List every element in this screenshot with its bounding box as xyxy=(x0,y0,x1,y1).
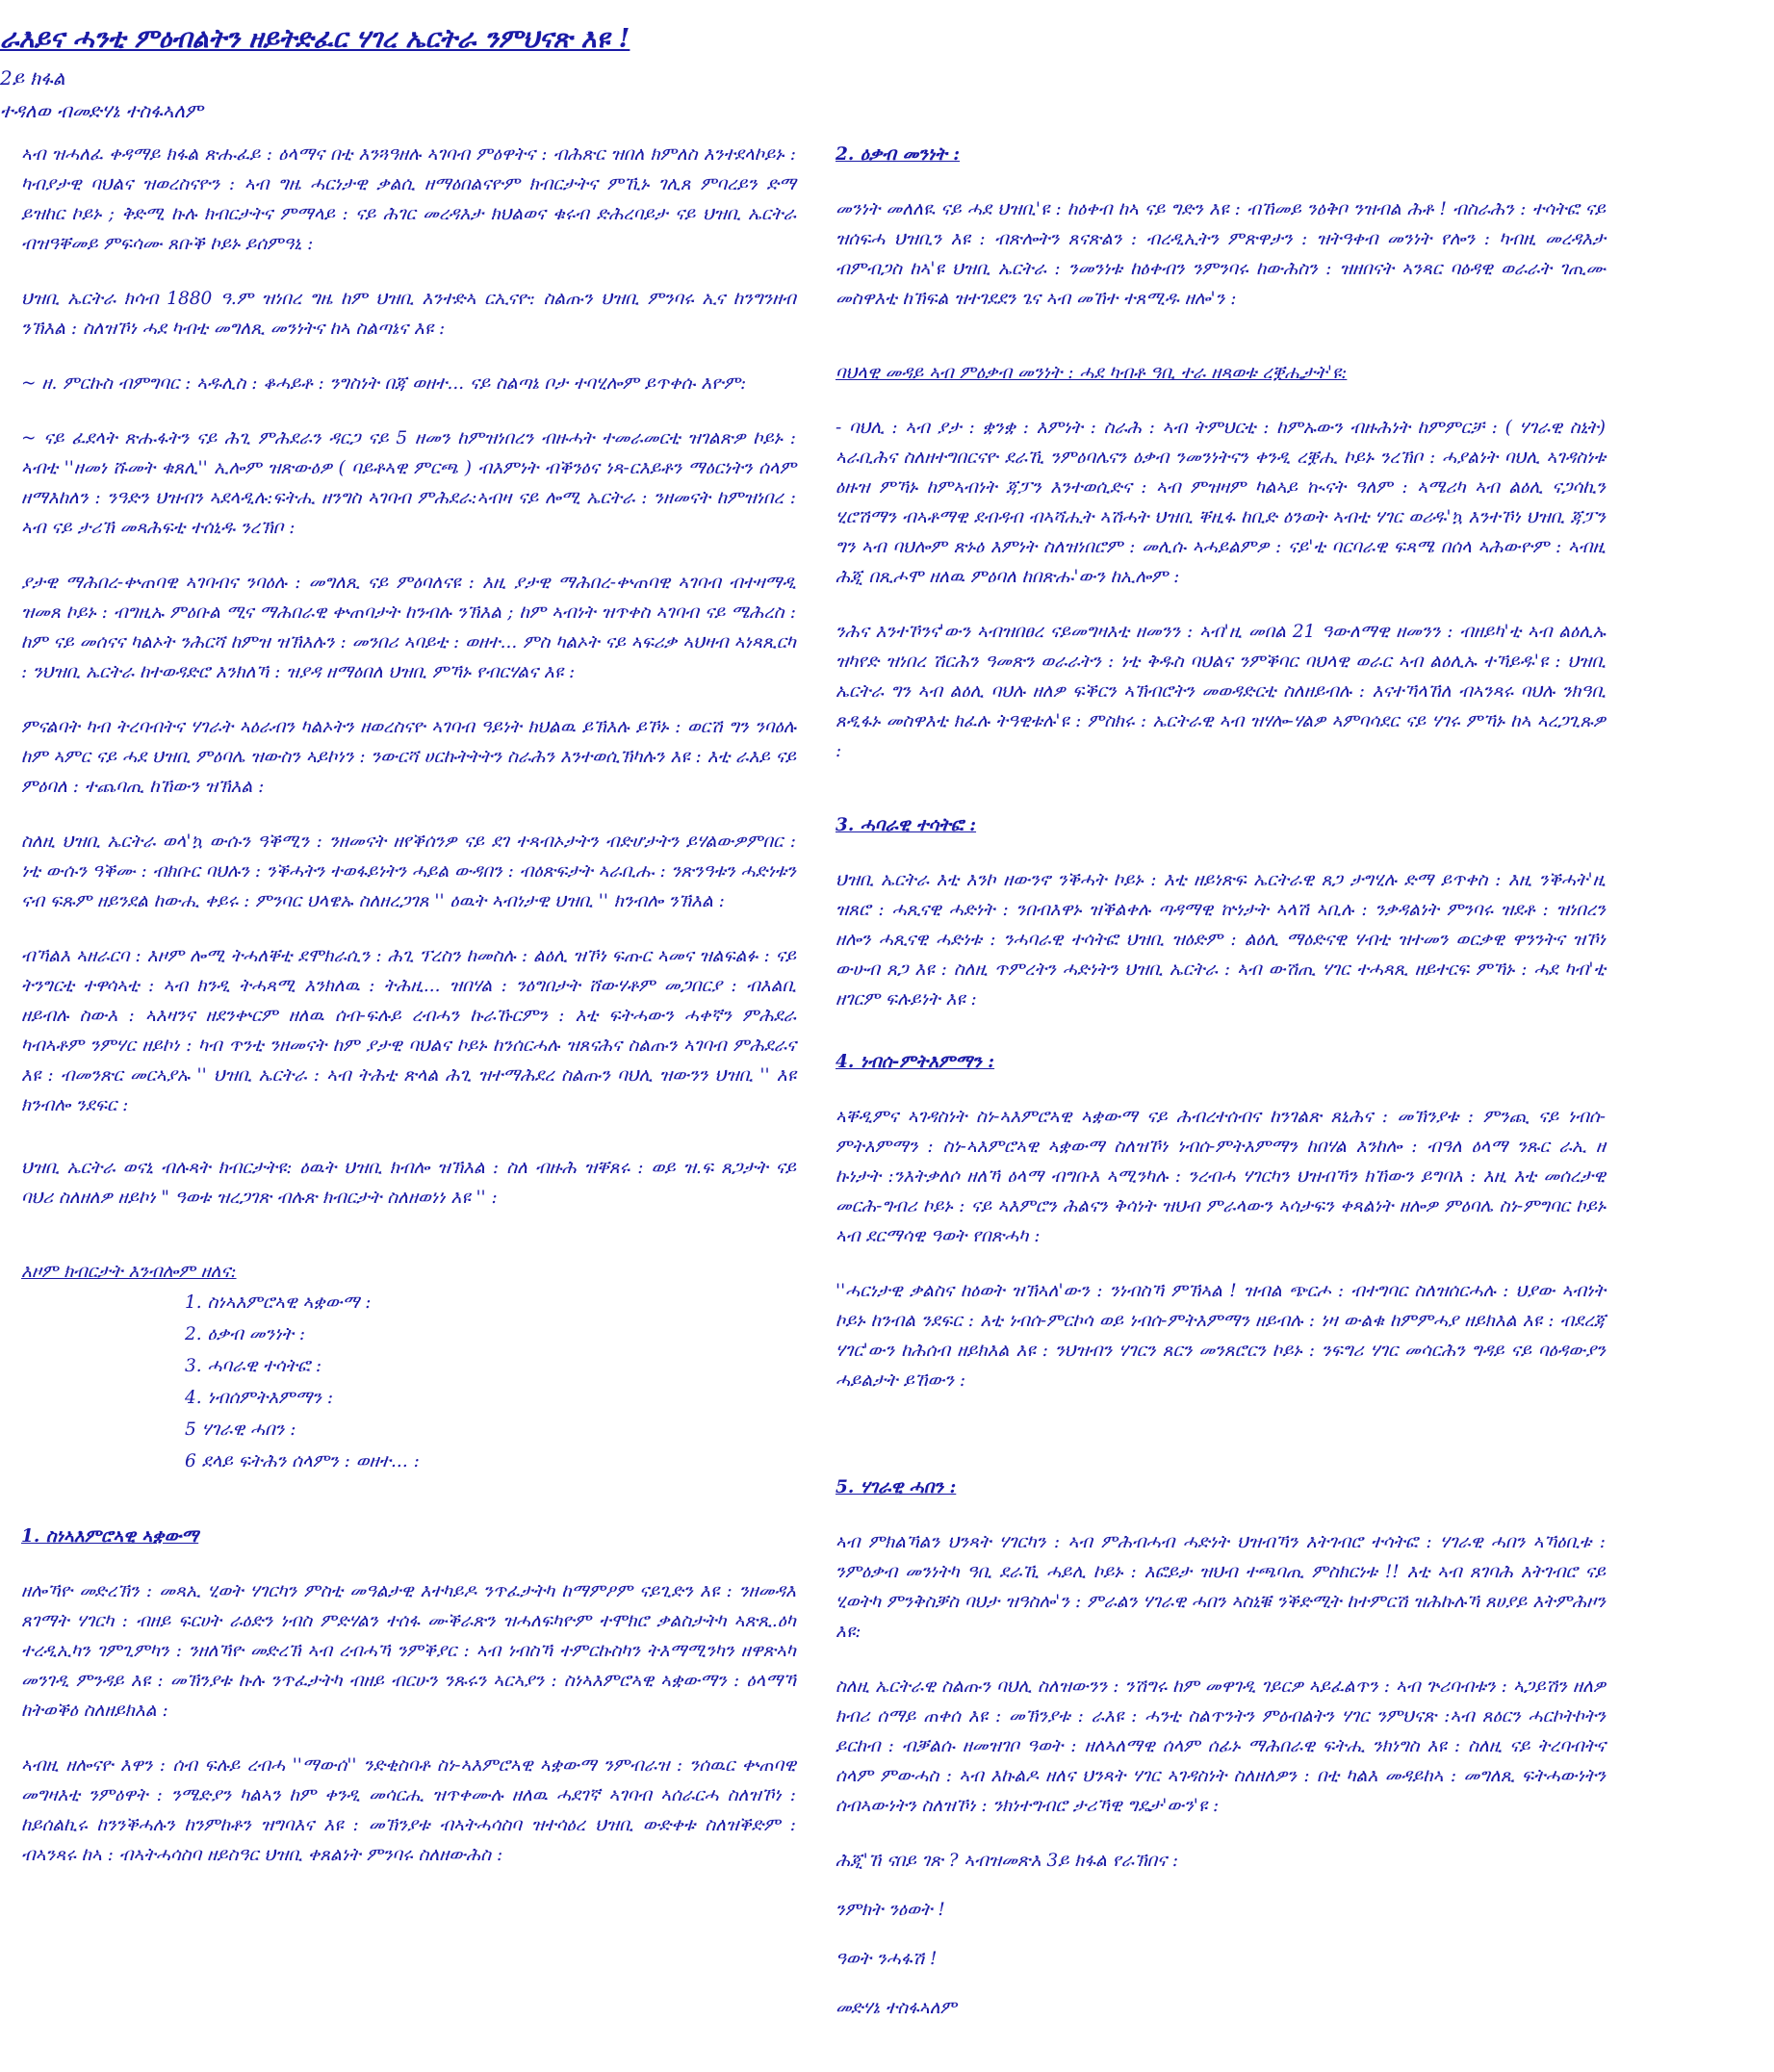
list-item: 5 ሃገራዊ ሓበን : xyxy=(185,1420,296,1440)
article-title: ራእይና ሓንቲ ምዕብልትን ዘይትድፈር ሃገረ ኤርትራ ንምህናጽ እዩ ! xyxy=(0,24,630,54)
paragraph: ስለዚ ኤርትራዊ ስልጡን ባህሊ ስለዝውንን : ንሽግሩ ከም መዋገዲ ገይርዎ ኣይፈልጥን : ኣብ ጕሪባብቱን : ኣጋይሽን ዘለዎ ክብሪ ሰማይ ጠቀሰ እዩ : መኽንያቱ : ራእዩ : ሓንቲ ስልጥንትን ምዕብልትን ሃገር ንምህናጽ :ኣብ ጸዕርን ሓርኮትኮትን ይርከብ : ብቓልሱ ዘመዝገቦ ዓወት : ዘለኣለማዊ ሰላም ሰፊኑ ማሕበራዊ ፍትሒ ንክነግስ እዩ : ስለዚ ናይ ትረባብትና ሰላም ምውሓስ : ኣብ እኩልዶ ዘለና ህንጻት ሃገር ኣገዳስነት ስለዘለዎን : በቲ ካልእ መዳይከኣ : መግለጺ ፍትሓውነትን ሰብኣውነትን ስለዝኾነ : ንክነተግብሮ ታሪኻዊ ግዴታ'ውን'ዩ : xyxy=(836,1676,1606,1816)
paragraph: ስለዚ ህዝቢ ኤርትራ ወላ'ኳ ውሱን ዓቕሚን : ንዘመናት ዘየቕሰንዎ ናይ ደገ ተጻብኦታትን ብድሆታትን ይሃልውዎምበር : ነቲ ውሱን ዓቕሙ : ብክቡር ባህሉን : ንቕሓትን ተወፋይነትን ሓይል ውዳበን : ብዕጽፍታት ኣራቢሑ : ንጽንዓቱን ሓድነቱን ናብ ፍጹም ዘይንደል ከውሒ ቀይሩ : ምንባር ህላዌኡ ስለዘረጋገጸ '' ዕዉት ኣብነታዊ ህዝቢ '' ክንብሎ ንኽእል : xyxy=(21,831,796,911)
paragraph: ያታዊ ማሕበረ-ቍጠባዊ ኣገባብና ንባዕሉ : መግለጺ ናይ ምዕባለናዩ : እዚ ያታዊ ማሕበረ-ቍጠባዊ ኣገባብ ብተዛማዲ ዝመጸ ኮይኑ : ብግዚኡ ምዕቡል ሚና ማሕበራዊ ቍጠባታት ከንብሉ ንኽእል ; ከም ኣብነት ዝጥቀስ ኣገባብ ናይ ሜሕረስ : ከም ናይ መሰናና ካልኦት ንሕርሻ ከምዝ ዝኽእሉን : መንበሪ ኣባይቲ : ወዘተ... ምስ ካልኦት ናይ ኣፍሪቃ ኣህዛብ ኣነጻጺርካ : ንህዝቢ ኤርትራ ከተወዳድሮ እንክለኻ : ዝያዳ ዘማዕበለ ህዝቢ ምኻኑ የብርሃልና እዩ : xyxy=(21,573,796,682)
values-list xyxy=(21,1287,796,1477)
right-column xyxy=(836,140,1606,2023)
list-item: 3. ሓባራዊ ተሳትፎ : xyxy=(185,1356,322,1376)
paragraph: ህዝቢ ኤርትራ ወናኒ ብሉጻት ክብርታትዩ: ዕዉት ህዝቢ ክብሎ ዝኽእል : ስለ ብዙሕ ዝቐጸሩ : ወይ ዝ.ፍ ጸጋታት ናይ ባህሪ ስለዘለዎ ዘይኮነ " ዓወቱ ዝረጋገጽ ብሉጽ ክብርታት ስለዘወነነ እዩ '' : xyxy=(21,1158,796,1208)
signature: መድሃኔ ተስፋኣለም xyxy=(836,1998,957,2018)
paragraph: ''ሓርነታዊ ቃልስና ከዕወት ዝኽኣለ'ውን : ንነብስኻ ምኽኣል ! ዝብል ጭርሖ : ብተግባር ስለዝሰርሓሉ : ህያው ኣብነት ኮይኑ ከንብል ንደፍር : እቲ ነብሰ-ምርኮሳ ወይ ነብሰ-ምትእምማን ዘይብሉ : ነዛ ውልቁ ከምምሓያ ዘይክእል እዩ : ብደረጃ ሃገር'ውን ከሕሰብ ዘይክእል እዩ : ንህዝብን ሃገርን ጸርን መንጸሮርን ኮይኑ : ንፍግሪ ሃገር መሳርሕን ግዳይ ናይ ባዕዳውያን ሓይልታት ይኸውን : xyxy=(836,1281,1606,1391)
article-header xyxy=(0,21,1774,125)
list-item: 6 ደላይ ፍትሕን ሰላምን : ወዘተ... : xyxy=(185,1451,420,1471)
list-item: 1. ስነኣእምሮኣዊ ኣቋውማ : xyxy=(185,1292,372,1313)
paragraph: ኣብዚ ዘሎናዮ እዋን : ሰብ ፍሉይ ረብሓ ''ማውሰ'' ንድቂስባቶ ስነ-ኣእምሮኣዊ ኣቋውማ ንምብራዝ : ንሰዉር ቍጠባዊ መግዛእቲ ንምዕዋት : ንሜድያን ካልኣን ከም ቀንዲ መሳርሒ ዝጥቀሙሉ ዘለዉ ሓደገኛ ኣገባብ ኣሰራርሓ ስለዝኾነ : ከይሰልኪሩ ከንንቕሓሉን ከንምከቶን ዝግባእና እዩ : መኽንያቱ ብኣትሓሳስባ ዝተሳዕረ ህዝቢ ውድቀቱ ስለዝቕድም : ብኣንጻሩ ከኣ : ብኣትሓሳስባ ዘይስዓር ህዝቢ ቀጸልነት ምንባሩ ስለዘውሕስ : xyxy=(21,1755,796,1865)
closing-question: ሕጂ'ኸ ናበይ ገጽ ? ኣብዝመጽእ 3ይ ክፋል የራኽበና : xyxy=(836,1851,1179,1871)
paragraph: ኣብ ዝሓለፈ ቀዳማይ ክፋል ጽሑፈይ : ዕላማና በቲ እንጓዓዘሉ ኣገባብ ምዕዋትና : ብሕጽር ዝበለ ክምለስ እንተደላኮይኑ : ካብያታዊ ባህልና ዝወረስናዮን : ኣብ ግዜ ሓርነታዊ ቃልሲ ዘማዕበልናዮም ክብርታትና ምኺኑ ገሊጸ ምባረይን ድማ ይዝከር ኮይኑ ; ቅድሚ ኩሉ ክብርታትና ምማላይ : ናይ ሕገር መረዳእታ ክህልወና ቁሩብ ድሕረባይታ ናይ ህዝቢ ኤርትራ ብዝዓቐመይ ምፍሳሙ ጸቡቕ ኮይኑ ይሰምዓኒ : xyxy=(21,144,796,254)
paragraph: ንሕና እንተኾንና'ውን ኣብዝበፀረ ናይመግዛእቲ ዘመንን : ኣብ'ዚ መበል 21 ዓውለማዊ ዘመንን : ብዘይካ'ቲ ኣብ ልዕሊኡ ዝካየድ ዝነበረ ሽርሕን ዓመጽን ወራራትን : ነቲ ቅዱስ ባህልና ንምቕባር ባህላዊ ወራር ኣብ ልዕሊኡ ተኻይዱ'ዩ : ህዝቢ ኤርትራ ግን ኣብ ልዕሊ ባህሉ ዘለዎ ፍቕርን ኣኽብሮትን መወዳድርቲ ስለዘይብሉ : እናተኻላኸለ ብኣንጻሩ ባህሉ ንክዓቢ ጸዲፋኑ መስዋእቲ ክፈሉ ትዓዊቱሉ'ዩ : ምስክሩ : ኤርትራዊ ኣብ ዝሃሎ-ሃልዎ ኣምባሳደር ናይ ሃገሩ ምኻኑ ከኣ ኣረጋጊጹዎ : xyxy=(836,622,1606,761)
author-line: ተዳለወ ብመድሃኔ ተስፋኣለም xyxy=(0,99,203,122)
paragraph: - ባህሊ : ኣብ ያታ : ቋንቋ : እምነት : ስራሕ : ኣብ ትምህርቲ : ከምኡውን ብዙሕነት ከምምርቻ : ( ሃገራዊ ስኒት) ኣራቢሕና ስለዘተግበርናዮ ደራኺ ንምዕባሌናን ዕቃብ ንመንነትናን ቀንዲ ረቛሒ ኮይኑ ንረኽቦ : ሓያልነት ባህሊ ኣገዳስነቱ ዕዙዝ ምኻኑ ከምኣብነት ጃፓን እንተወሲድና : ኣብ ምዝዛም ካልኣይ ኲናት ዓለም : ኣሜሪካ ኣብ ልዕሊ ናጋሳኪን ሂሮሽማን ብኣቶማዊ ደብዳብ ብኣሻሒት ኣሽሓት ህዝቢ ቐዚፋ ከቢድ ዕንወት ኣብቲ ሃገር ወሪዱ'ኳ እንተኾነ ህዝቢ ጃፓን ግን ኣብ ባህሎም ጽኑዕ እምነት ስለዝነበሮም : መሊሱ ኣሓይልምዎ : ናይ'ቲ ባርባራዊ ፍጻሜ በሰላ ኣሕውዮም : ኣብዚ ሕጂ በጺሖሞ ዘለዉ ምዕባለ ከበጽሑ'ውን ከኢሎም : xyxy=(836,418,1606,587)
paragraph: ዘሎኻዮ መድረኽን : መጻኢ ሂወት ሃገርካን ምስቲ መዓልታዊ እተካይዶ ንጥፈታትካ ከማምዖም ናይጊድን እዩ : ንዘመዳእ ጸገማት ሃገርካ : ብዘይ ፍርሀት ራዕድን ነብስ ምድሃልን ተሰፋ ሙቕራጽን ዝሓለፍካዮም ተሞክሮ ቃልስታትካ ኣጽጺ.ዕካ ተረዲኢካን ገምጊምካን : ንዘለኻዮ መድረኽ ኣብ ረብሓኻ ንምቕያር : ኣብ ነብስኻ ተምርኩስካን ትእማሚንካን ዘዋጽኣካ መንገዲ ምንዳይ እዩ : መኽንያቱ ኩሉ ንጥፈታትካ ብዘይ ብርሁን ንጹሩን ኣርኣያን : ስነኣእምሮኣዊ ኣቋውማን : ዕላማኻ ከትወቕዕ ስለዘይክእል : xyxy=(21,1581,796,1721)
left-column xyxy=(21,140,796,1870)
paragraph: ህዝቢ ኤርትራ እቲ እንኮ ዘውንኖ ንቕሓት ኮይኑ : እቲ ዘይነጽፍ ኤርትራዊ ጸጋ ታግሂሉ ድማ ይጥቀስ : እዚ ንቕሓት'ዚ ዝጸሮ : ሓጺናዊ ሓድነት : ንበብእዋኑ ዝቕልቀሉ ጣዳማዊ ኵነታት ኣላሽ ኣቢሉ : ንቃዳልነት ምንባሩ ዝደቶ : ዝነበረን ዘሎን ሓጺናዊ ሓድነቱ : ንሓባራዊ ተሳትፎ ህዝቢ ዝዕድም : ልዕሊ ማዕድናዊ ሃብቲ ዝተመን ወርቃዊ ዋንንትና ዝኾነ ውሁብ ጸጋ እዩ : ስለዚ ጥምረትን ሓድነትን ህዝቢ ኤርትራ : ኣብ ውሽጢ ሃገር ተሓጻጺ ዘይተርፍ ምኻኑ : ሓደ ካብ'ቲ ዘገርም ፍሉይነት እዩ : xyxy=(836,870,1606,1010)
subheading: ባህላዊ መዳይ ኣብ ምዕቃብ መንነት : ሓደ ካብቶ ዓቢ ተራ ዘጻወቱ ረቛሒታት'ዩ: xyxy=(836,363,1348,383)
closing-slogan: ዓወት ንሓፋሽ ! xyxy=(836,1949,938,1969)
paragraph: ኣብ ምክልኻልን ህንጻት ሃገርካን : ኣብ ምሕብሓብ ሓድነት ህዝብኻን እትገብሮ ተሳትፎ : ሃገራዊ ሓበን ኣኻዕቢቱ : ንምዕቃብ መንነትካ ዓቢ ደራኺ ሓይሊ ኮይኑ : እፎይታ ዝህብ ተጫባጢ ምስክርነቱ !! እቲ ኣብ ጸገባሕ እትገብሮ ናይ ሂወትካ ምንቅስቓስ ባህታ ዝዓስሎ'ን : ምራልን ሃገራዊ ሓበን ኣስኒቑ ንቕድሚት ከተምርሽ ዝሕኩሉኻ ጸሀያይ እትምሕዞን እዩ: xyxy=(836,1532,1606,1642)
section-heading: 3. ሓባራዊ ተሳትፎ : xyxy=(836,815,977,835)
list-item: 2. ዕቃብ መንነት : xyxy=(185,1324,306,1344)
section-heading: 1. ስነኣእምሮኣዊ ኣቋውማ xyxy=(21,1526,199,1547)
part-label: 2ይ ክፋል xyxy=(0,66,65,90)
closing-slogan: ንምክት ንዕወት ! xyxy=(836,1900,945,1920)
list-heading: እዞም ክብርታት እንብሎም ዘለና: xyxy=(21,1262,237,1282)
paragraph: ~ ናይ ፈደላት ጽሑፋትን ናይ ሕጊ ምሕደራን ዳርጋ ናይ 5 ዘመን ከምዝነበረን ብዙሓት ተመራመርቲ ዝገልጽዎ ኮይኑ : ኣብቲ ''ዘመነ ሹመት ቁጸሊ'' ኢሎም ዝጽውዕዎ ( ባይቶኣዊ ምርጫ ) ብእምነት ብቕንዕና ነጻ-ርእይቶን ማዕርነትን ሰላም ዘማእከለን : ንዓድን ህዝብን ኣደላዲሉ:ፍትሒ ዘንግስ ኣገባብ ምሕደራ:ኣብዛ ናይ ሎሚ ኤርትራ : ንዘመናት ከምዝነበረ : ኣብ ናይ ታሪኽ መጻሕፍቲ ተሰኒዱ ንረኽቦ : xyxy=(21,428,796,538)
list-item: 4. ነብሰምትእምማን : xyxy=(185,1388,334,1408)
paragraph: መንነት መለለዪ ናይ ሓደ ህዝቢ'ዩ : ከዕቀብ ከኣ ናይ ግድን እዩ : ብኸመይ ንዕቅቦ ንዝብል ሕቶ ! ብስራሕን : ተሳትፎ ናይ ዝሰፍሓ ህዝቢን እዩ : ብጽሎትን ጸናጽልን : ብረዲኢትን ምጽዋታን : ዝትዓቀብ መንነት የሎን : ካብዚ መረዳእታ ብምብጋስ ከኣ'ዩ ህዝቢ ኤርትራ : ንመንነቱ ከዕቀብን ንምንባሩ ከውሕስን : ዝዘበናት ኣንጻር ባዕዳዊ ወራራት ገጢሙ መስዋእቲ ከኽፍል ዝተገደደን ጌና ኣብ መኸተ ተጸሚዱ ዘሎ'ን : xyxy=(836,199,1606,309)
section-heading: 4. ነብሰ-ምትእምማን : xyxy=(836,1052,995,1072)
paragraph: ብኻልእ ኣዘራርባ : እዞም ሎሚ ትሓለቐቲ ደሞክራሲን : ሕጊ ፕረስን ከመስሉ : ልዕሊ ዝኾነ ፍጡር ኣመና ዝልፍልፉ : ናይ ትንግርቲ ተዋሳኣቲ : ኣብ ክንዲ ትሓጻሚ እንክለዉ : ትሕዚ... ዝበሃል : ንዕግበታት ሸውሃቶም መጋበርያ : ብእልቢ ዘይብሉ ስውእ : ኣእዛንና ዘደንቍርም ዘለዉ ሰብ-ፍሉይ ረብሓን ኩራኹርምን : እቲ ፍትሓውን ሓቀኛን ምሕደራ ካብኣቶም ንምሃር ዘይኮነ : ካብ ጥንቲ ንዘመናት ከም ያታዊ ባህልና ኮይኑ ከንሰርሓሉ ዝጸናሕና ስልጡን ኣገባብ ምሕደራና እዩ : ብመንጽር መርኣያኡ '' ህዝቢ ኤርትራ : ኣብ ትሕቲ ጽላል ሕጊ ዝተማሕደረ ስልጡን ባህሊ ዝውንን ህዝቢ '' እዩ ክንብሎ ንደፍር : xyxy=(21,946,796,1115)
section-heading: 2. ዕቃብ መንነት : xyxy=(836,144,961,165)
paragraph: ህዝቢ ኤርትራ ክሳብ 1880 ዓ.ም ዝነበረ ግዜ ከም ህዝቢ እንተድኣ ርኢናዮ: ስልጡን ህዝቢ ምንባሩ ኢና ከንግንዘብ ንኽእል : ስለዝኾነ ሓደ ካብቲ መግለጺ መንነትና ከኣ ስልጣኔና እዩ : xyxy=(21,289,796,339)
section-heading: 5. ሃገራዊ ሓበን : xyxy=(836,1477,957,1497)
paragraph: ኣቐዲምና ኣገዳስነት ስነ-ኣእምሮኣዊ ኣቋውማ ናይ ሕብረተሰብና ከንገልጽ ጸኒሕና : መኽንያቱ : ምንጪ ናይ ነብሰ-ምትእምማን : ስነ-ኣእምሮኣዊ ኣቋውማ ስለዝኾነ ነብሰ-ምትእምማን ከበሃል እንከሎ : ብዓለ ዕላማ ንጹር ራኢ ዘ ኩነታት :ንእትቃለሶ ዘለኻ ዕላማ ብግቡእ ኣሚንካሉ : ንረብሓ ሃገርካን ህዝብኻን ክኸውን ይግባእ : እዚ እቲ መሰረታዊ መርሕ-ግብሪ ኮይኑ : ናይ ኣእምሮን ሕልናን ቅሳነት ዝህብ ምራላውን ኣሳታፍን ቀጻልነት ዘሎዎ ምዕባሌ ስነ-ምግባር ኮይኑ ኣብ ደርማሳዊ ዓወት የበጽሓካ : xyxy=(836,1107,1606,1246)
paragraph: ምናልባት ካብ ትረባብትና ሃገራት ኣዕራብን ካልኦትን ዘወረስናዮ ኣገባብ ዓይነት ክህልዉ ይኽእሉ ይኾኑ : ወርሽ ግን ንባዕሉ ከም ኣምር ናይ ሓደ ህዝቢ ምዕባሌ ዝውስን ኣይኮነን : ንውርሻ ሀርኩትትትን ስራሕን እንተወሲኽካሉን እዩ : እቲ ራእይ ናይ ምዕባለ : ተጨባጢ ከኸውን ዝኽእል : xyxy=(21,717,796,797)
paragraph: ~ ዘ. ምርኩስ ብምግባር : ኣዱሊስ : ቆሓይቶ : ንግስነት በጃ ወዘተ... ናይ ስልጣኔ ቦታ ተባሂሎም ይጥቀሱ እዮም: xyxy=(21,373,747,394)
